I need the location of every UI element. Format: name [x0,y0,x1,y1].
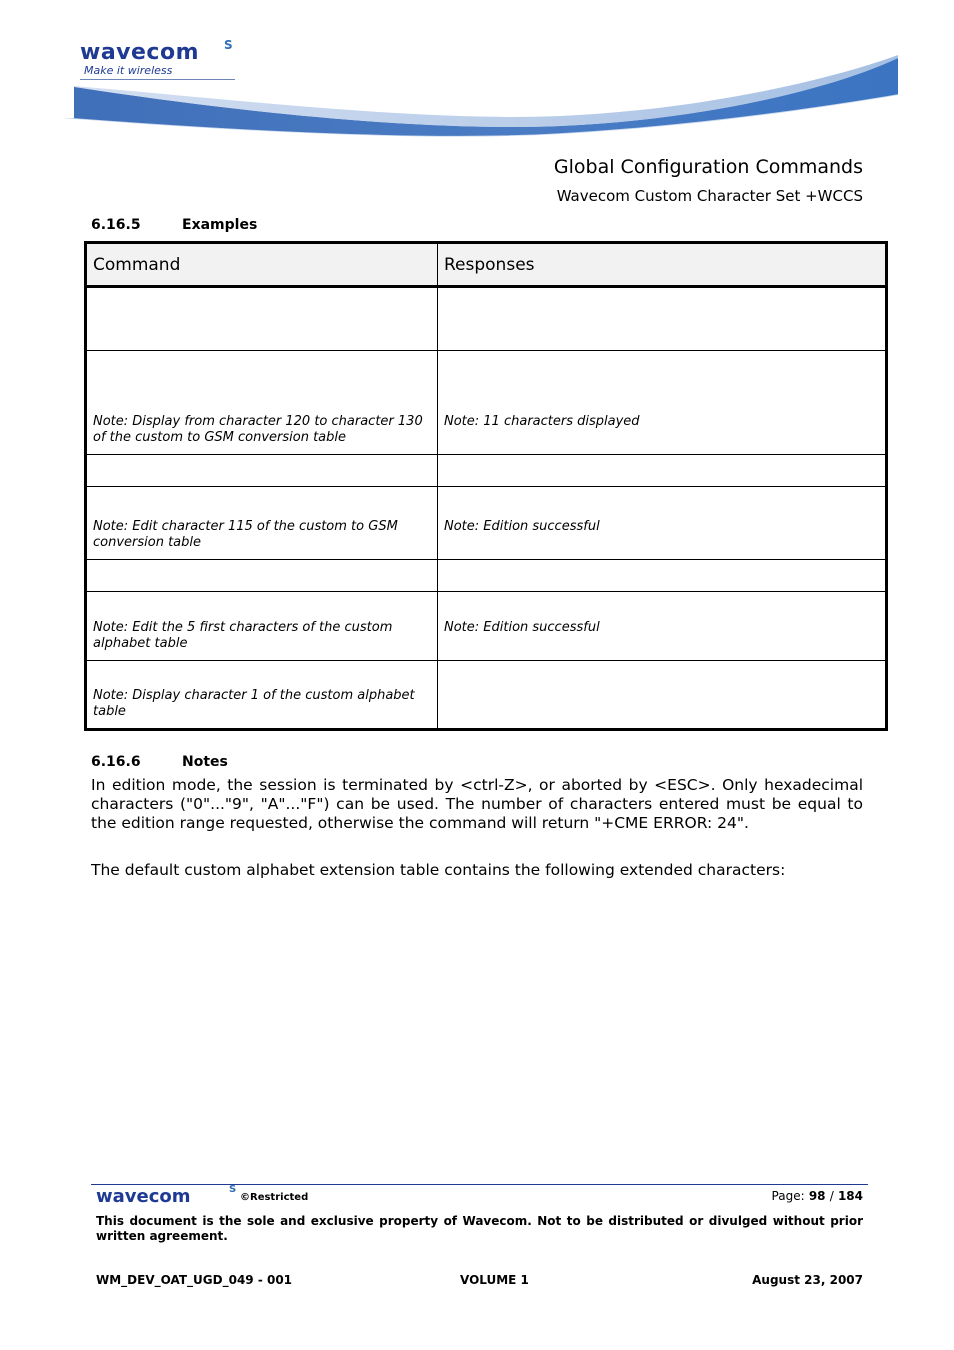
table-row [86,487,887,560]
page-separator: / [829,1189,834,1203]
response-cell [438,560,887,592]
restricted-label: ©Restricted [240,1192,309,1203]
page-current: 98 [808,1189,826,1203]
wavecom-logo-mark-icon: S [224,38,233,52]
footer-wavecom-logo: wavecom [96,1186,191,1207]
wavecom-logo: wavecom [80,40,200,65]
command-cell [86,560,438,592]
column-header-command: Command [86,243,438,287]
footer-rule [91,1184,868,1185]
table-row [86,455,887,487]
table-row [86,560,887,592]
page-number [772,1189,863,1203]
volume-label: VOLUME 1 [460,1273,529,1287]
page-label: Page: [771,1189,805,1203]
legal-notice: This document is the sole and exclusive property of Wavecom. Not to be distributed or divulged without prior written agreement. [96,1214,863,1243]
section-subtitle: Wavecom Custom Character Set +WCCS [556,187,863,205]
document-reference: WM_DEV_OAT_UGD_049 - 001 [96,1273,293,1287]
response-cell: Note: Edition successful [438,487,887,560]
header-wave-banner [0,50,954,160]
page-total: 184 [837,1189,863,1203]
table-header-row [86,243,887,287]
table-row [86,592,887,661]
response-cell [438,287,887,351]
command-cell: Note: Display from character 120 to character 130 of the custom to GSM conversion table [86,351,438,455]
command-cell [86,287,438,351]
notes-heading [91,754,228,770]
notes-heading-number: 6.16.6 [91,754,141,770]
command-cell: Note: Edit the 5 first characters of the custom alphabet table [86,592,438,661]
column-header-responses: Responses [438,243,887,287]
footer-logo-mark-icon: S [229,1184,237,1195]
response-cell [438,661,887,730]
notes-heading-title: Notes [182,754,228,770]
table-row [86,287,887,351]
table-row [86,661,887,730]
command-cell: Note: Display character 1 of the custom alphabet table [86,661,438,730]
examples-heading-number: 6.16.5 [91,217,141,233]
response-cell: Note: Edition successful [438,592,887,661]
notes-paragraph: In edition mode, the session is terminated by <ctrl-Z>, or aborted by <ESC>. Only hexadecimal characters ("0"..."9", "A"..."F") can be used. The number of characters entered must be equal to the edition range requested, otherwise the command will return "+CME ERROR: 24". [91,776,863,832]
response-cell [438,455,887,487]
examples-table [84,241,888,731]
command-cell [86,455,438,487]
logo-tagline: Make it wireless [84,64,173,77]
response-cell: Note: 11 characters displayed [438,351,887,455]
command-cell: Note: Edit character 115 of the custom to GSM conversion table [86,487,438,560]
examples-heading-title: Examples [182,217,258,233]
examples-heading [91,217,257,233]
table-row [86,351,887,455]
section-title: Global Configuration Commands [553,156,863,178]
document-date: August 23, 2007 [752,1273,863,1287]
notes-paragraph: The default custom alphabet extension table contains the following extended characters: [91,861,786,879]
